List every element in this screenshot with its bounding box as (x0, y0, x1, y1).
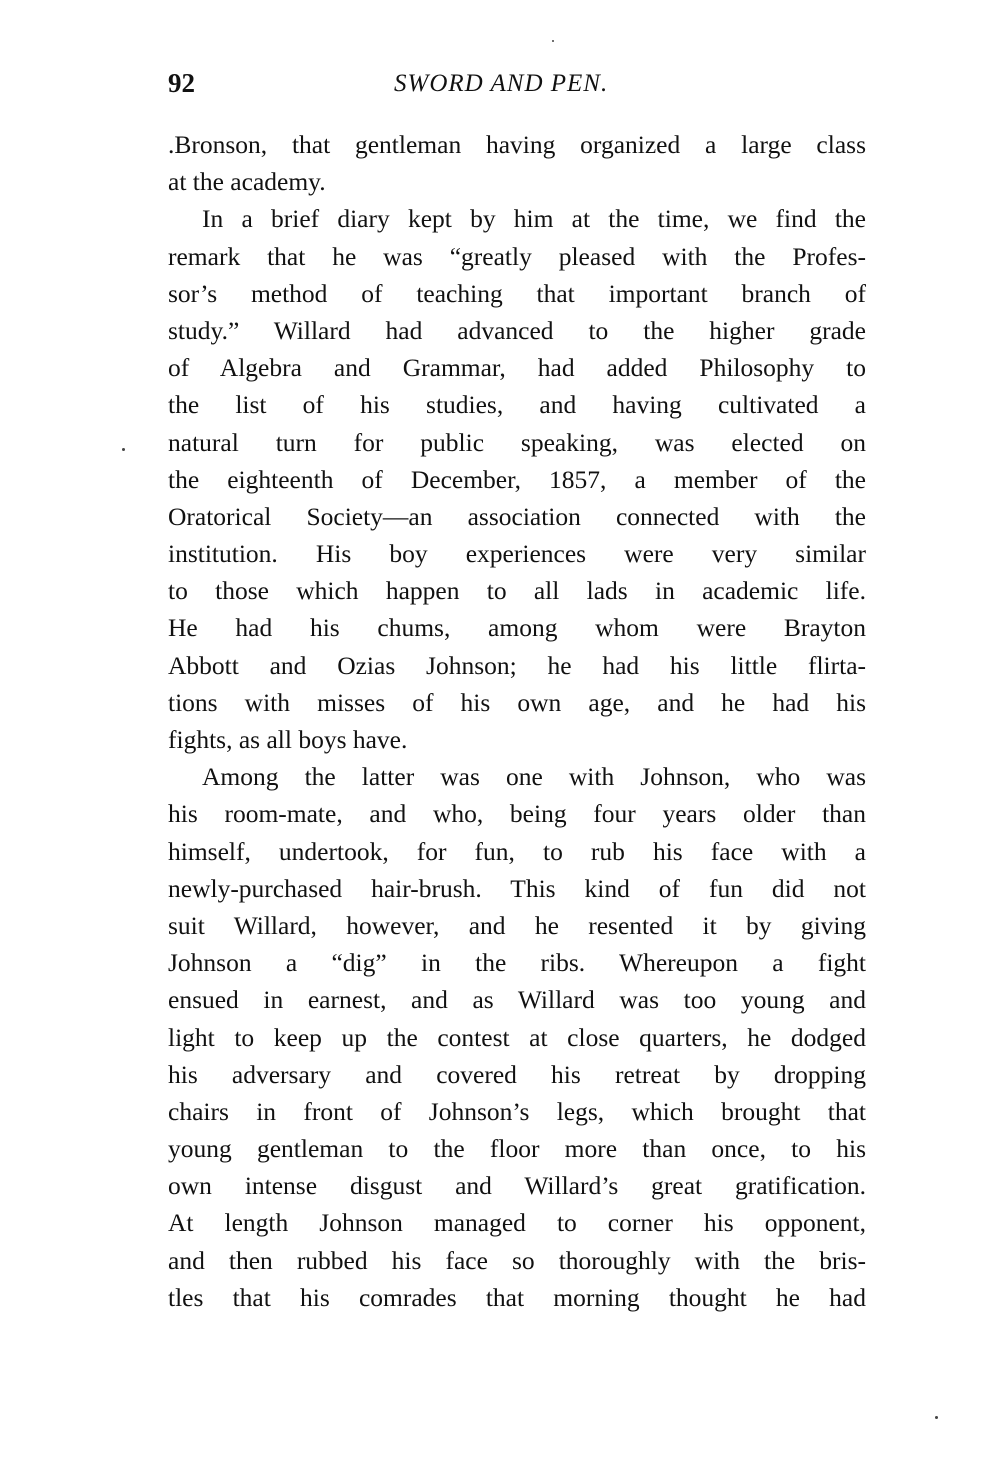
text-line: fights, as all boys have. (168, 725, 408, 754)
text-line: to those which happen to all lads in academic life. (168, 576, 866, 606)
text-line: suit Willard, however, and he resented it by giving (168, 910, 866, 940)
text-line: of Algebra and Grammar, had added Philosophy to (168, 353, 866, 383)
text-line: light to keep up the contest at close quarters, he dodged (168, 1022, 866, 1052)
text-line: chairs in front of Johnson’s legs, which brought that (168, 1096, 866, 1126)
text-line: Among the latter was one with Johnson, who was (202, 762, 866, 792)
page-number: 92 (168, 68, 195, 98)
text-line: Johnson a “dig” in the ribs. Whereupon a fight (168, 948, 866, 978)
text-line: institution. His boy experiences were very similar (168, 539, 866, 569)
text-line: Abbott and Ozias Johnson; he had his little flirta- (168, 650, 866, 680)
text-line: himself, undertook, for fun, to rub his face with a (168, 836, 866, 866)
scan-speck (552, 40, 554, 42)
text-line: newly-purchased hair-brush. This kind of fun did not (168, 873, 866, 903)
text-line: He had his chums, among whom were Brayton (168, 613, 866, 643)
text-line: study.” Willard had advanced to the higher grade (168, 315, 866, 345)
text-line: his adversary and covered his retreat by dropping (168, 1059, 866, 1089)
text-line: his room-mate, and who, being four years older than (168, 799, 866, 829)
text-line: tles that his comrades that morning thought he had (168, 1282, 866, 1312)
text-line: and then rubbed his face so thoroughly with the bris- (168, 1245, 866, 1275)
text-line: ensued in earnest, and as Willard was too young and (168, 985, 866, 1015)
text-line: In a brief diary kept by him at the time, we find the (202, 204, 866, 234)
text-line: sor’s method of teaching that important branch of (168, 278, 866, 308)
running-title: SWORD AND PEN. (394, 70, 609, 97)
text-line: the eighteenth of December, 1857, a member of the (168, 464, 866, 494)
text-line: tions with misses of his own age, and he had his (168, 687, 866, 717)
scan-speck (935, 1416, 938, 1419)
text-line: the list of his studies, and having cultivated a (168, 390, 866, 420)
text-line: remark that he was “greatly pleased with the Profes- (168, 241, 866, 271)
page-header (168, 68, 868, 108)
scan-speck (122, 448, 125, 451)
text-line: Oratorical Society—an association connected with the (168, 501, 866, 531)
text-line: young gentleman to the floor more than once, to his (168, 1134, 866, 1164)
text-line: at the academy. (168, 167, 326, 197)
body-text (168, 126, 866, 1316)
text-line: At length Johnson managed to corner his opponent, (168, 1208, 866, 1238)
text-line: natural turn for public speaking, was elected on (168, 427, 866, 457)
text-line: own intense disgust and Willard’s great gratification. (168, 1171, 866, 1201)
text-line: .Bronson, that gentleman having organized a large class (168, 130, 866, 159)
